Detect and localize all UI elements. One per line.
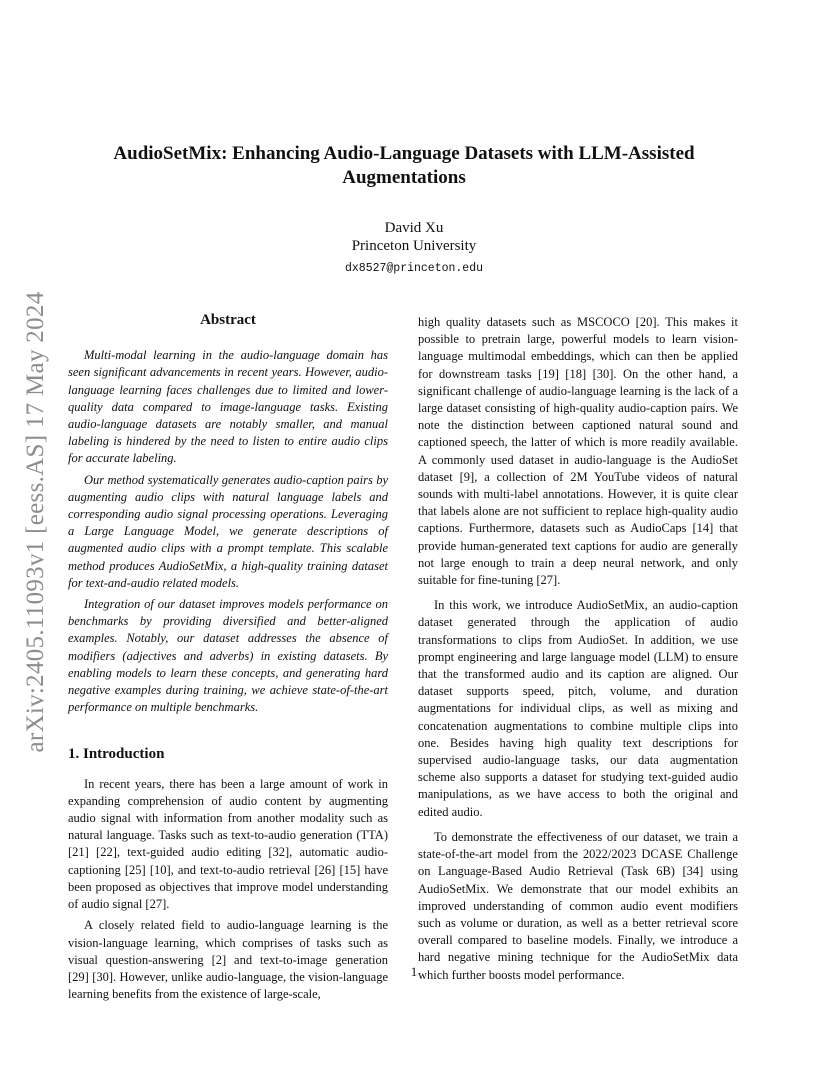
body-paragraph: In this work, we introduce AudioSetMix, an audio-caption dataset generated through the application of audio transformations to clips from AudioSet. In addition, we use prompt engineering and large language model (LLM) to ensure that the transformed audio and its caption are aligned. Our dataset supports speed, pitch, volume, and duration augmentations for individual clips, as well as mixing and concatenation augmentations to combine multiple clips into one. Besides having high quality text descriptions for supervised audio-language tasks, our data augmentation scheme also supports a dataset for studying text-guided audio manipulations, as we have access to both the original and edited audio. [418, 598, 738, 819]
arxiv-identifier-watermark [20, 270, 52, 775]
introduction-paragraph: A closely related field to audio-language learning is the vision-language learning, which comprises of tasks such as visual question-answering [2] and text-to-image generation [29] [30]. However, unlike audio-language, the vision-language learning benefits from the existence of large-scale, [68, 918, 388, 1002]
abstract-paragraph: Integration of our dataset improves models performance on benchmarks by providing diversified and better-aligned examples. Notably, our dataset addresses the absence of modifiers (adjectives and adverbs) in existing datasets. By enabling models to learn these concepts, and generating hard negative examples during training, we achieve state-of-the-art performance on multiple benchmarks. [68, 597, 388, 715]
abstract-section [68, 312, 388, 716]
body-paragraph: To demonstrate the effectiveness of our dataset, we train a state-of-the-art model from the 2022/2023 DCASE Challenge on Language-Based Audio Retrieval (Task 6B) [34] using AudioSetMix. We demonstrate that our model exhibits an improved understanding of common audio event modifiers such as volume or duration, as well as a better retrieval score overall compared to baseline models. Finally, we introduce a hard negative mining technique for the AudioSetMix data which further boosts model performance. [418, 829, 738, 982]
abstract-paragraph: Multi-modal learning in the audio-language domain has seen significant advancements in recent years. However, audio-language learning faces challenges due to limited and lower-quality data compared to image-language tasks. Existing audio-language datasets are notably smaller, and manual labeling is hindered by the need to listen to entire audio clips for accurate labeling. [68, 348, 388, 466]
introduction-heading: 1. Introduction [68, 746, 165, 763]
author-affiliation: Princeton University [351, 238, 477, 254]
paper-title: AudioSetMix: Enhancing Audio-Language Datasets with LLM-Assisted Augmentations [113, 143, 695, 188]
introduction-paragraph: In recent years, there has been a large amount of work in expanding comprehension of audio content by augmenting audio signal with information from another modality such as natural language. Tasks such as text-to-audio generation (TTA) [21] [22], text-guided audio editing [32], automatic audio-captioning [25] [10], and text-to-audio retrieval [26] [15] have been proposed as objectives that improve model understanding of audio signal [27]. [68, 776, 388, 912]
left-column [68, 312, 388, 1007]
body-paragraph: high quality datasets such as MSCOCO [20]. This makes it possible to pretrain large, powerful models to learn vision-language multimodal embeddings, which can then be applied for downstream tasks [19] [18] [30]. On the other hand, a significant challenge of audio-language learning is the lack of a large dataset consisting of high-quality audio-caption pairs. We note the distinction between captioned natural sound and captioned speech, the latter of which is more readily available. A commonly used dataset in audio-language is the AudioSet dataset [9], a collection of 2M YouTube videos of natural sounds with multi-label annotations. However, it is quite clear that labels alone are not sufficient to replace high-quality audio captions. Furthermore, datasets such as AudioCaps [14] that provide human-generated text captions for audio are generally not large enough to train a deep neural network, and only suitable for fine-tuning [27]. [418, 315, 738, 588]
arxiv-identifier: arXiv:2405.11093v1 [eess.AS] 17 May 2024 [22, 291, 49, 753]
abstract-heading: Abstract [200, 312, 256, 328]
page-number: 1 [410, 964, 418, 979]
author-email[interactable]: dx8527@princeton.edu [344, 262, 484, 275]
right-column [418, 314, 738, 988]
author-name: David Xu [384, 220, 444, 236]
abstract-paragraph: Our method systematically generates audio-caption pairs by augmenting audio clips with natural language labels and corresponding audio signal processing operations. Leveraging a Large Language Model, we generate descriptions of augmented audio clips with a prompt template. This scalable method produces AudioSetMix, a high-quality training dataset for text-and-audio related models. [68, 472, 388, 590]
